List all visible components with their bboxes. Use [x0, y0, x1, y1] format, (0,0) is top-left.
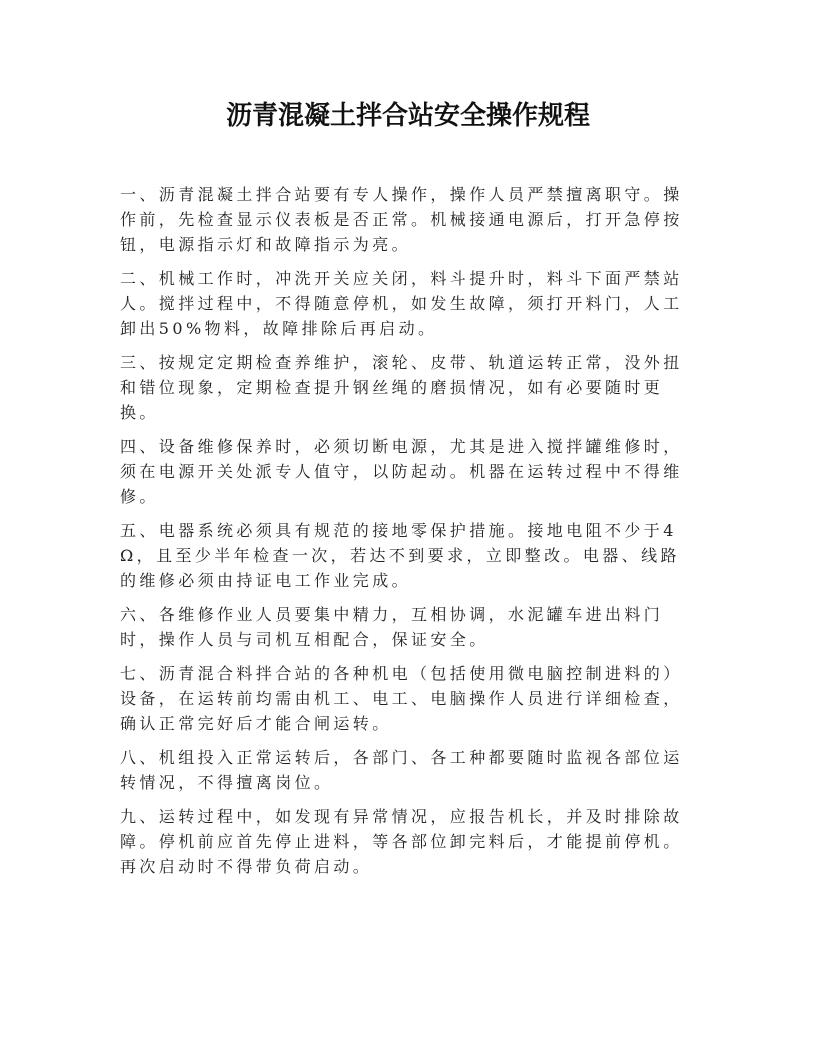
paragraph-4: 四、设备维修保养时，必须切断电源，尤其是进入搅拌罐维修时，须在电源开关处派专人值守，以防起动。机器在运转过程中不得维修。: [120, 437, 683, 506]
paragraph-2: 二、机械工作时，冲洗开关应关闭，料斗提升时，料斗下面严禁站人。搅拌过程中，不得随意停机，如发生故障，须打开料门，人工卸出50%物料，故障排除后再启动。: [120, 269, 683, 338]
document-body: [120, 182, 698, 888]
paragraph-1: 一、沥青混凝土拌合站要有专人操作，操作人员严禁擅离职守。操作前，先检查显示仪表板是否正常。机械接通电源后，打开急停按钮，电源指示灯和故障指示为亮。: [120, 185, 683, 254]
paragraph-6: 六、各维修作业人员要集中精力，互相协调，水泥罐车进出料门时，操作人员与司机互相配合，保证安全。: [120, 605, 664, 649]
paragraph-5: 五、电器系统必须具有规范的接地零保护措施。接地电阻不少于4Ω，且至少半年检查一次，若达不到要求，立即整改。电器、线路的维修必须由持证电工作业完成。: [120, 521, 680, 590]
paragraph-8: 八、机组投入正常运转后，各部门、各工种都要随时监视各部位运转情况，不得擅离岗位。: [120, 748, 683, 792]
paragraph-7: 七、沥青混合料拌合站的各种机电（包括使用微电脑控制进料的）设备，在运转前均需由机工、电工、电脑操作人员进行详细检查，确认正常完好后才能合闸运转。: [120, 664, 683, 733]
paragraph-9: 九、运转过程中，如发现有异常情况，应报告机长，并及时排除故障。停机前应首先停止进料，等各部位卸完料后，才能提前停机。再次启动时不得带负荷启动。: [120, 807, 683, 876]
paragraph-3: 三、按规定定期检查养维护，滚轮、皮带、轨道运转正常，没外扭和错位现象，定期检查提升钢丝绳的磨损情况，如有必要随时更换。: [120, 353, 683, 422]
document-title: 沥青混凝土拌合站安全操作规程: [225, 101, 590, 131]
